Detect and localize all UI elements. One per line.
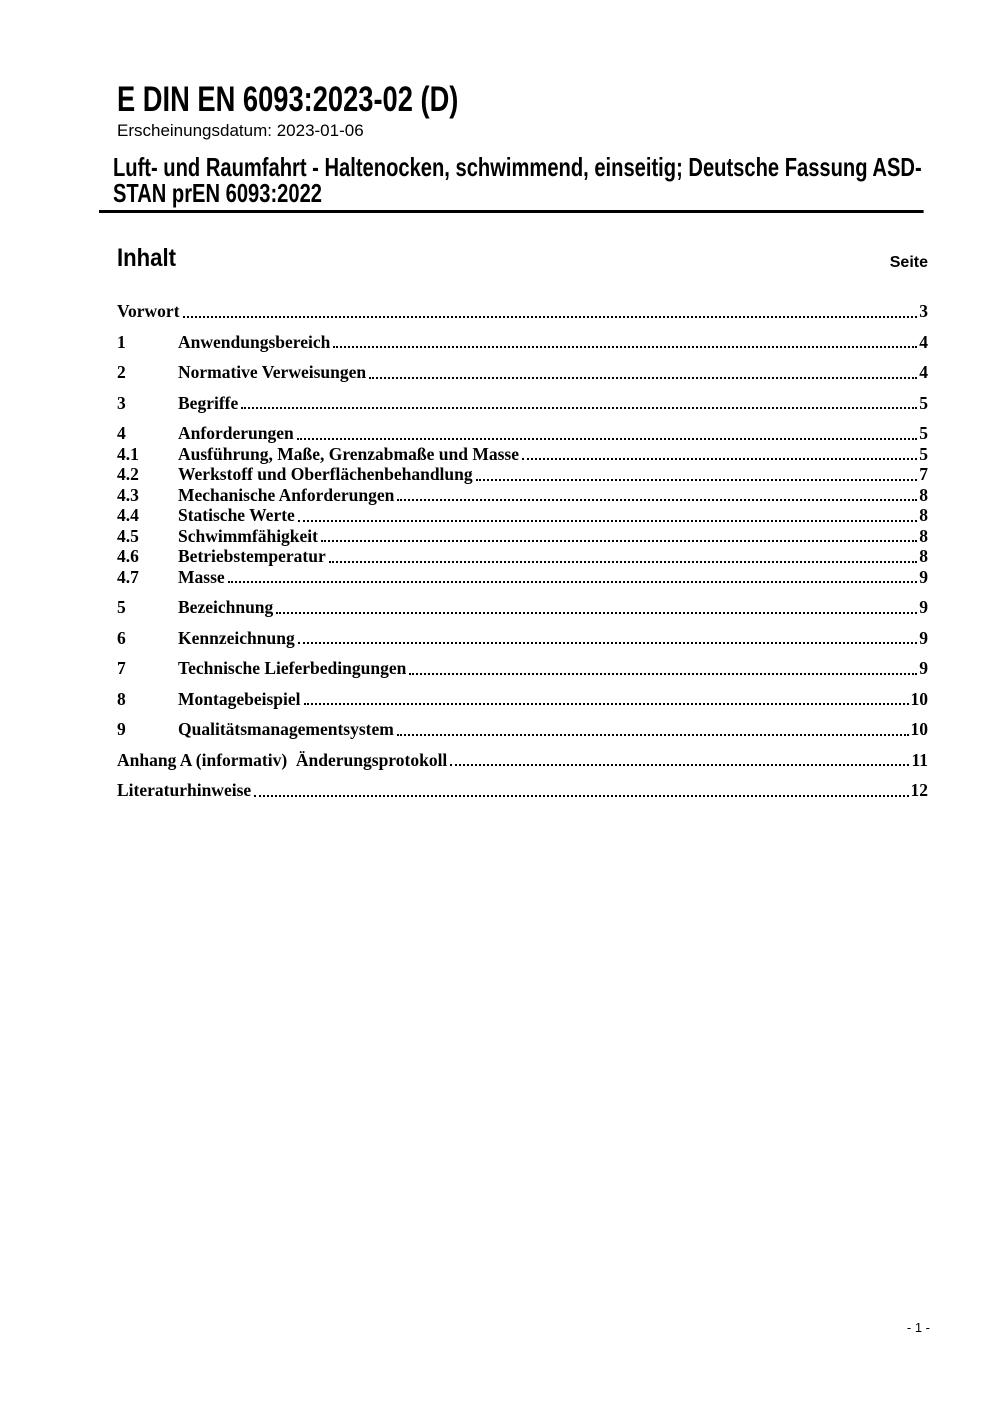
toc-entry <box>117 597 928 618</box>
toc-entry-page: 5 <box>919 443 928 464</box>
toc-entry-page: 8 <box>919 546 928 566</box>
toc-entry-page: 4 <box>919 331 928 352</box>
toc-entry-page: 8 <box>919 525 928 546</box>
dot-leader <box>397 734 909 736</box>
toc-entry-page: 12 <box>910 780 928 800</box>
toc-entry <box>117 464 928 485</box>
toc-entry-label: Kennzeichnung <box>178 627 295 648</box>
toc-entry <box>117 567 928 588</box>
toc-entry-label: Technische Lieferbedingungen <box>178 658 407 678</box>
toc-entry <box>117 505 928 526</box>
dot-leader <box>333 346 917 348</box>
toc-entry-number: 9 <box>117 719 126 739</box>
toc-entry <box>117 485 928 506</box>
toc-entry-page: 5 <box>919 392 928 413</box>
toc-entry-page: 7 <box>919 464 928 484</box>
dot-leader <box>321 540 917 542</box>
dot-leader <box>329 561 918 563</box>
toc-entry <box>117 750 928 771</box>
toc-entry-label: Begriffe <box>178 392 239 413</box>
toc-entry-label: Statische Werte <box>178 505 295 525</box>
dot-leader <box>409 673 917 675</box>
toc-entry-number: 4.7 <box>117 566 139 587</box>
toc-entry-number: 4.2 <box>117 464 139 484</box>
toc-entry-page: 9 <box>919 566 928 587</box>
dot-leader <box>522 458 917 460</box>
toc-list <box>117 301 928 801</box>
toc-entry <box>117 332 928 353</box>
toc-entry <box>117 628 928 649</box>
toc-entry <box>117 546 928 567</box>
toc-header-row <box>117 243 928 273</box>
toc-entry-page: 5 <box>919 423 928 443</box>
toc-entry-label: Werkstoff und Oberflächenbehandlung <box>178 464 473 484</box>
dot-leader <box>254 795 908 797</box>
toc-entry-number: 3 <box>117 392 126 413</box>
toc-entry-number: 6 <box>117 627 126 648</box>
document-title-line-2: STAN prEN 6093:2022 <box>112 178 323 208</box>
toc-entry-number: 1 <box>117 331 126 352</box>
toc-entry-page: 8 <box>919 484 928 505</box>
toc-entry-page: 10 <box>910 688 928 709</box>
toc-entry-page: 4 <box>919 362 928 382</box>
dot-leader <box>397 499 917 501</box>
dot-leader <box>228 581 918 583</box>
toc-entry-label: Schwimmfähigkeit <box>178 525 318 546</box>
toc-entry <box>117 780 928 801</box>
toc-entry-label: Anhang A (informativ) Änderungsprotokoll <box>117 749 448 770</box>
toc-entry <box>117 423 928 444</box>
dot-leader <box>297 438 918 440</box>
toc-entry-number: 4.3 <box>117 484 139 505</box>
toc-entry <box>117 444 928 465</box>
document-title <box>99 154 924 213</box>
dot-leader <box>276 612 917 614</box>
toc-entry-label: Vorwort <box>117 301 180 321</box>
toc-entry-number: 5 <box>117 597 126 617</box>
dot-leader <box>476 479 918 481</box>
toc-entry <box>117 658 928 679</box>
toc-entry <box>117 301 928 322</box>
dot-leader <box>241 407 917 409</box>
toc-entry-label: Mechanische Anforderungen <box>178 484 395 505</box>
dot-leader <box>304 703 909 705</box>
toc-entry-number: 7 <box>117 658 126 678</box>
toc-entry-label: Bezeichnung <box>178 597 274 617</box>
page-number-footer: - 1 - <box>906 1320 930 1335</box>
toc-entry-number: 8 <box>117 688 126 709</box>
toc-entry-page: 9 <box>919 658 928 678</box>
toc-entry-label: Anwendungsbereich <box>178 331 331 352</box>
toc-entry-label: Betriebstemperatur <box>178 546 326 566</box>
toc-entry-number: 4.4 <box>117 505 139 525</box>
toc-entry-page: 9 <box>919 597 928 617</box>
toc-page-column-label: Seite <box>889 254 928 271</box>
toc-entry-label: Literaturhinweise <box>117 780 252 800</box>
toc-entry-number: 2 <box>117 362 126 382</box>
document-number-heading: E DIN EN 6093:2023-02 (D) <box>117 80 459 119</box>
dot-leader <box>298 520 917 522</box>
toc-entry-number: 4.6 <box>117 546 139 566</box>
toc-entry-label: Anforderungen <box>178 423 294 443</box>
dot-leader <box>450 764 909 766</box>
toc-entry-label: Ausführung, Maße, Grenzabmaße und Masse <box>178 443 519 464</box>
toc-entry <box>117 689 928 710</box>
toc-entry-page: 10 <box>910 719 928 739</box>
toc-entry-page: 8 <box>919 505 928 525</box>
toc-entry-label: Qualitätsmanagementsystem <box>178 719 394 739</box>
toc-entry-label: Masse <box>178 566 225 587</box>
toc-entry <box>117 719 928 740</box>
toc-entry-label: Montagebeispiel <box>178 688 301 709</box>
toc-entry-label: Normative Verweisungen <box>178 362 367 382</box>
dot-leader <box>183 316 918 318</box>
dot-leader <box>369 377 917 379</box>
toc-entry <box>117 362 928 383</box>
toc-entry <box>117 526 928 547</box>
toc-entry-number: 4.1 <box>117 443 139 464</box>
toc-entry <box>117 393 928 414</box>
document-title-line-1: Luft- und Raumfahrt - Haltenocken, schwimmend, einseitig; Deutsche Fassung ASD- <box>112 152 922 182</box>
dot-leader <box>298 642 918 644</box>
release-date-line: Erscheinungsdatum: 2023-01-06 <box>117 121 364 140</box>
toc-heading: Inhalt <box>117 244 177 272</box>
toc-entry-page: 3 <box>919 301 928 321</box>
toc-entry-page: 11 <box>911 749 928 770</box>
toc-entry-number: 4.5 <box>117 525 139 546</box>
toc-entry-number: 4 <box>117 423 126 443</box>
toc-entry-page: 9 <box>919 627 928 648</box>
